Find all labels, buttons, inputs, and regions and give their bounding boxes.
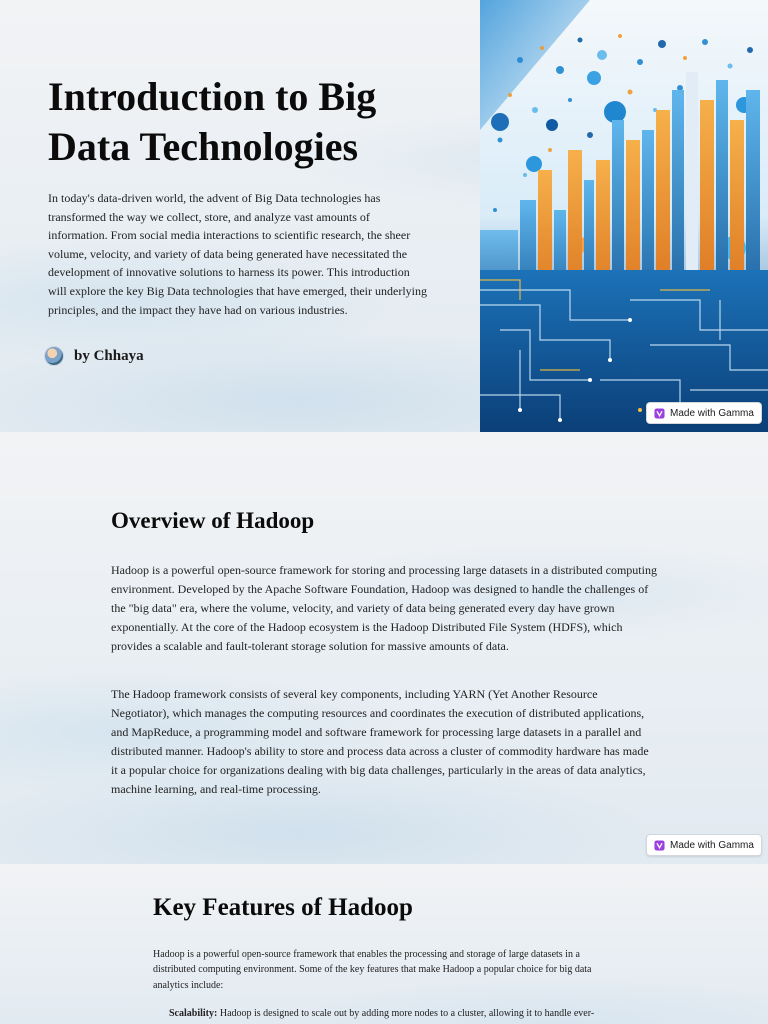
gamma-logo-icon bbox=[654, 840, 665, 851]
body-paragraph: The Hadoop framework consists of several key components, including YARN (Yet Another Resource Negotiator), which manages the computing resources and coordinates the execution of distributed applications, and MapReduce, a programming model and software framework for processing large datasets in a parallel and distributed manner. Hadoop's ability to store and process data across a cluster of commodity hardware has made it a popular choice for organizations dealing with big data challenges, particularly in the areas of data analytics, machine learning, and real-time processing. bbox=[111, 687, 649, 796]
feature-item bbox=[169, 1006, 609, 1021]
slide-introduction bbox=[0, 0, 768, 432]
section-heading: Key Features of Hadoop bbox=[153, 894, 413, 921]
body-paragraph: Hadoop is a powerful open-source framework that enables the processing and storage of large datasets in a distributed computing environment. Some of the key features that make Hadoop a popular choice for big data analytics include: bbox=[153, 949, 592, 991]
made-with-gamma-badge[interactable] bbox=[646, 402, 762, 424]
author-byline bbox=[44, 346, 144, 366]
badge-label: Made with Gamma bbox=[670, 407, 754, 419]
page-title: Introduction to Big Data Technologies bbox=[48, 74, 377, 169]
hero-image bbox=[480, 0, 768, 432]
intro-paragraph: In today's data-driven world, the advent of Big Data technologies has transformed the way we collect, store, and analyze vast amounts of information. From social media interactions to scientific research, the sheer volume, velocity, and variety of data being generated have necessitated the development of innovative solutions to harness its power. This introduction will explore the key Big Data technologies that have emerged, their underlying principles, and the impact they have had on various industries. bbox=[48, 191, 427, 317]
feature-text: Hadoop is designed to scale out by adding more nodes to a cluster, allowing it to handle ever- bbox=[217, 1008, 595, 1019]
author-name: by Chhaya bbox=[74, 347, 144, 364]
made-with-gamma-badge[interactable] bbox=[646, 834, 762, 856]
slide-overview-of-hadoop bbox=[0, 432, 768, 864]
badge-label: Made with Gamma bbox=[670, 839, 754, 851]
avatar bbox=[44, 346, 64, 366]
feature-label: Scalability: bbox=[169, 1008, 218, 1019]
section-heading: Overview of Hadoop bbox=[111, 508, 315, 533]
slide-key-features-of-hadoop bbox=[0, 864, 768, 1024]
body-paragraph: Hadoop is a powerful open-source framework for storing and processing large datasets in a distributed computing environment. Developed by the Apache Software Foundation, Hadoop was designed to handle the challenges of the "big data" era, where the volume, velocity, and variety of data being generated every day have grown exponentially. At the core of the Hadoop ecosystem is the Hadoop Distributed File System (HDFS), which provides a scalable and fault-tolerant storage solution for massive amounts of data. bbox=[111, 563, 657, 653]
gamma-logo-icon bbox=[654, 408, 665, 419]
